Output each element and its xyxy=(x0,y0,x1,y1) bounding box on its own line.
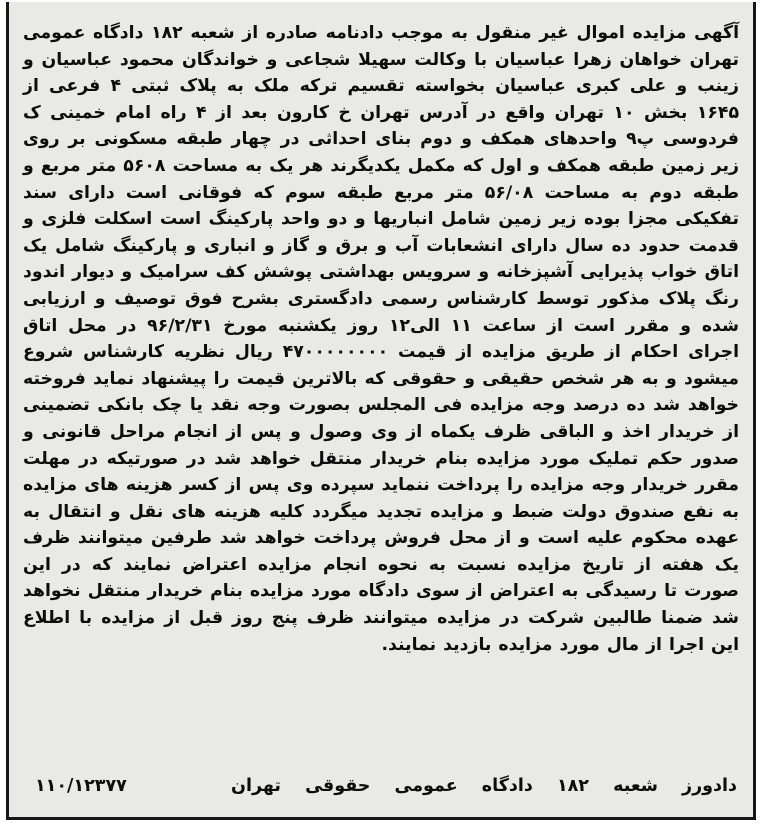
court-signature: دادورز شعبه ۱۸۲ دادگاه عمومی حقوقی تهران xyxy=(231,776,737,796)
notice-footer xyxy=(35,776,737,808)
auction-notice-text: آگهی مزایده اموال غیر منقول به موجب دادنامه صادره از شعبه ۱۸۲ دادگاه عمومی تهران خواهان زهرا عباسیان با وکالت سهیلا شجاعی و خواندگان محمود عباسیان و زینب و علی کبری عباسیان بخواسته تقسیم ترکه ملک به پلاک ثبتی ۴ فرعی از ۱۶۴۵ بخش ۱۰ تهران واقع در آدرس تهران خ کارون بعد از ۴ راه امام خمینی ک فردوسی پ۹ واحدهای همکف و دوم بنای احداثی در چهار طبقه مسکونی بر روی زیر زمین طبقه همکف و اول که مکمل یکدیگرند هر یک به مساحت ۵۶۰۸ متر مربع و طبقه دوم به مساحت ۵۶/۰۸ متر مربع طبقه سوم که فوقانی است دارای سند تفکیکی مجزا بوده زیر زمین شامل انباریها و دو واحد پارکینگ است اسکلت فلزی و قدمت حدود ده سال دارای انشعابات آب و برق و گاز و انباری و پارکینگ شامل یک اتاق خواب پذیرایی آشپزخانه و سرویس بهداشتی پوشش کف سرامیک و دیوار اندود رنگ پلاک مذکور توسط کارشناس رسمی دادگستری بشرح فوق توصیف و ارزیابی شده و مقرر است از ساعت ۱۱ الی۱۲ روز یکشنبه مورخ ۹۶/۲/۳۱ در محل اتاق اجرای احکام از طریق مزایده از قیمت ۴۷۰۰۰۰۰۰۰۰ ریال نظریه کارشناس شروع میشود و به هر شخص حقیقی و حقوقی که بالاترین قیمت را پیشنهاد نماید فروخته خواهد شد ده درصد وجه مزایده فی المجلس بصورت وجه نقد یا چک بانکی تضمینی از خریدار اخذ و الباقی ظرف یکماه از وی وصول و پس از انجام مراحل قانونی و صدور حکم تملیک مورد مزایده بنام خریدار منتقل خواهد شد در صورتیکه در مهلت مقرر خریدار وجه مزایده را پرداخت ننماید سپرده وی پس از کسر هزینه های مزایده به نفع صندوق دولت ضبط و مزایده تجدید میگردد کلیه هزینه های نقل و انتقال به عهده محکوم علیه است و از محل فروش پرداخت خواهد شد طرفین میتوانند ظرف یک هفته از تاریخ مزایده نسبت به نحوه انجام مزایده اعتراض نمایند که در این صورت تا رسیدگی به اعتراض از سوی دادگاه مورد مزایده بنام خریدار منتقل نخواهد شد ضمنا طالبین شرکت در مزایده میتوانند ظرف پنج روز قبل از مزایده با اطلاع این اجرا از مال مورد مزایده بازدید نمایند. xyxy=(23,23,740,655)
auction-notice-body xyxy=(23,20,739,658)
notice-reference-number: ۱۱۰/۱۲۳۷۷ xyxy=(35,776,127,796)
legal-notice-clipping xyxy=(6,2,756,820)
